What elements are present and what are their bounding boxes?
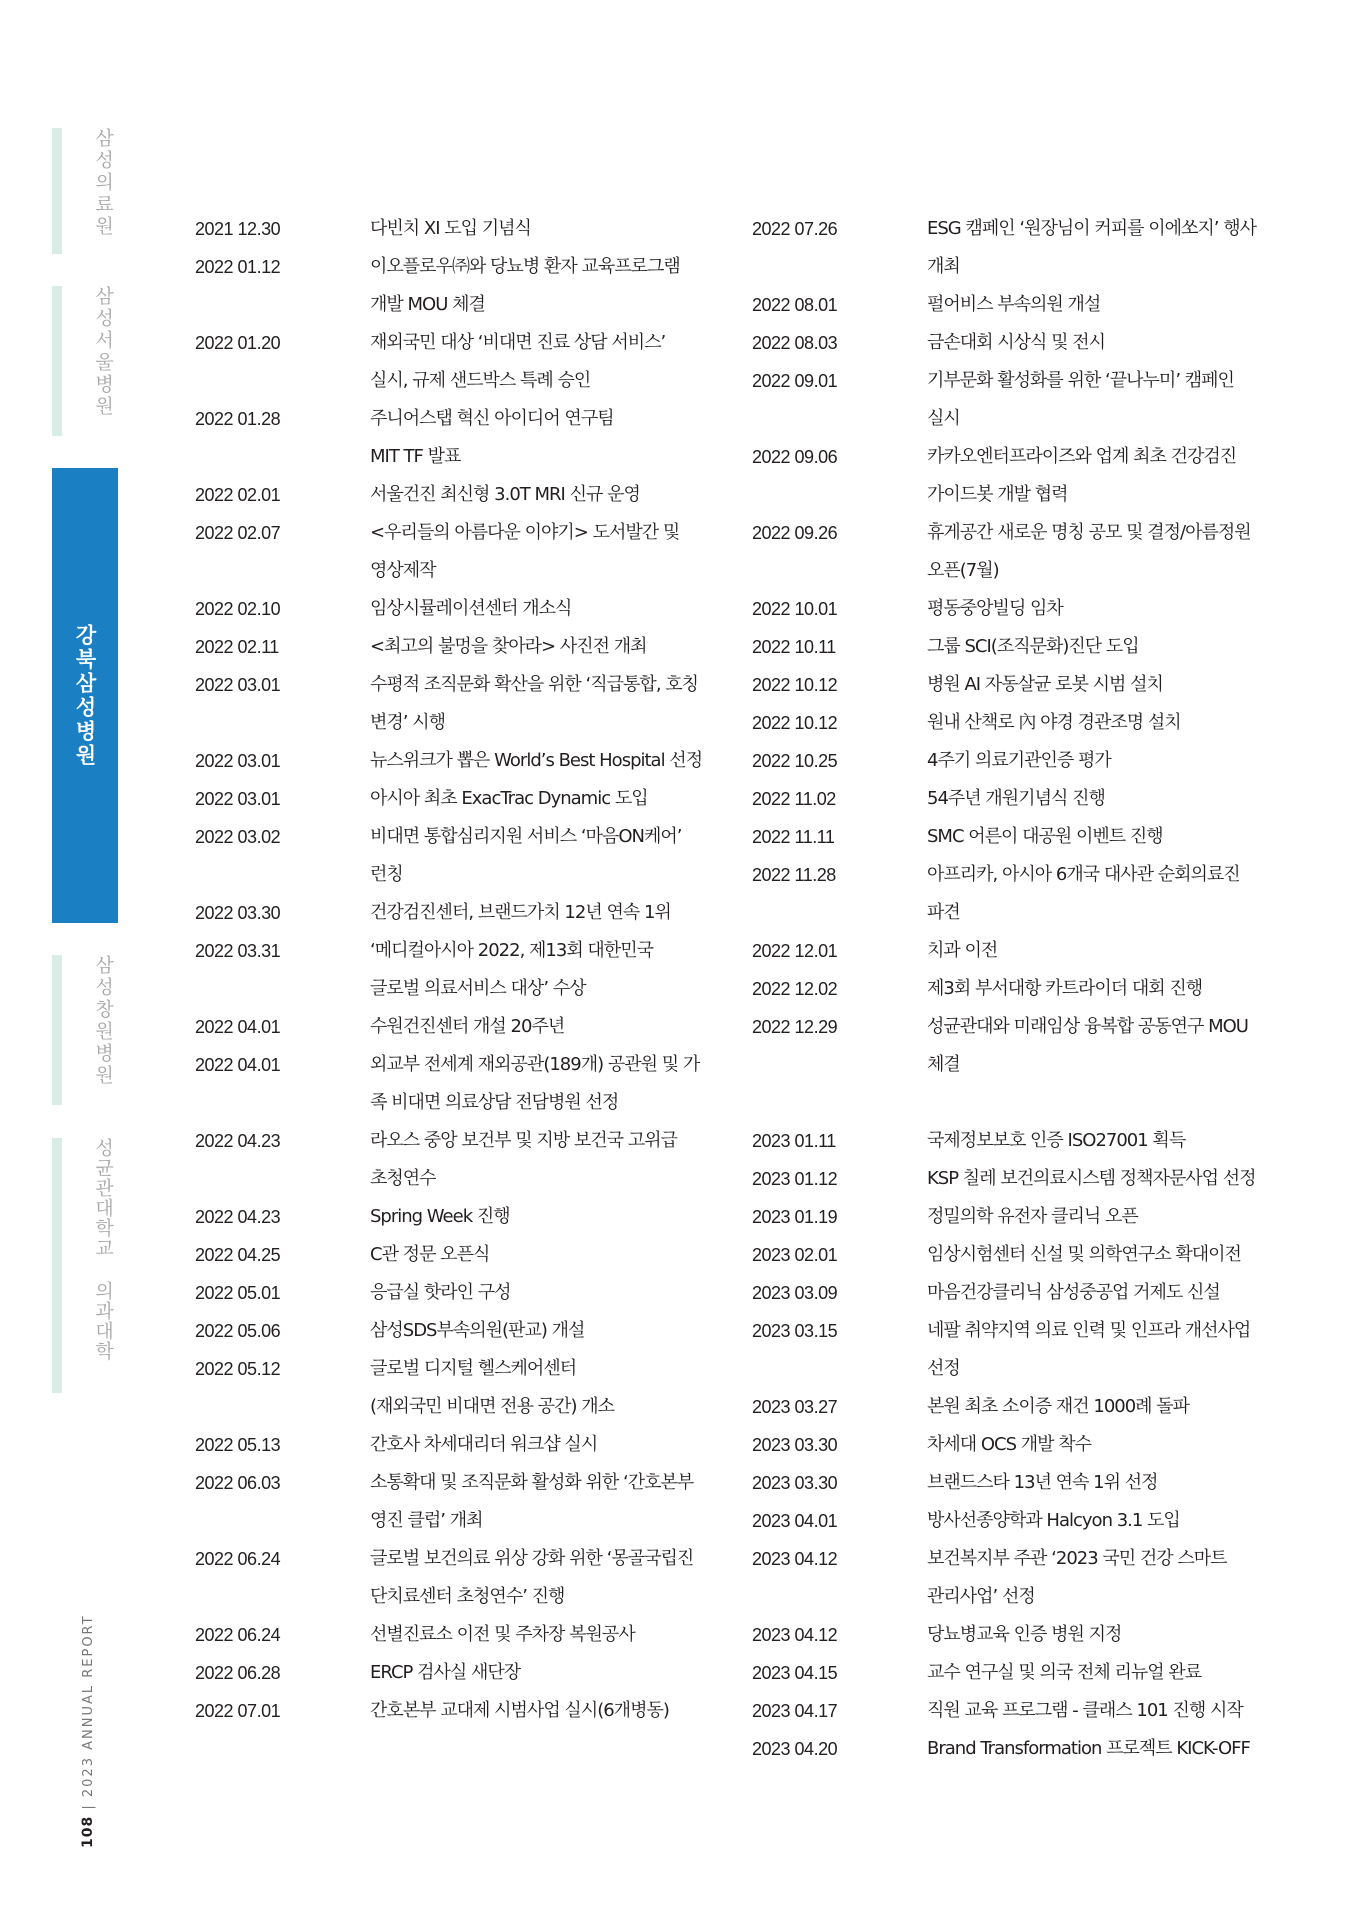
timeline-entry (195, 1008, 740, 1046)
entry-date: 2022 03.01 (195, 789, 281, 809)
timeline-entry (195, 248, 740, 324)
entry-description: 본원 최초 소이증 재건 1000례 돌파 (927, 1396, 1190, 1417)
timeline-entry (752, 1388, 1272, 1426)
entry-description: 수원건진센터 개설 20주년 (370, 1016, 565, 1037)
entry-description: 원내 산책로 內 야경 경관조명 설치 (927, 712, 1181, 733)
tab-label: 삼성서울병원 (92, 286, 114, 418)
entry-description: 병원 AI 자동살균 로봇 시범 설치 (927, 674, 1163, 695)
entry-description: 아프리카, 아시아 6개국 대사관 순회의료진 파견 (927, 864, 1240, 923)
entry-description: 건강검진센터, 브랜드가치 12년 연속 1위 (370, 902, 671, 923)
sidebar-tab-samsung-seoul-hospital[interactable] (52, 286, 118, 436)
entry-date: 2022 11.11 (752, 827, 835, 847)
timeline-entry (752, 818, 1272, 856)
report-title: 2023 ANNUAL REPORT (81, 1614, 96, 1798)
tab-label: 삼성의료원 (92, 128, 114, 238)
entry-description: 글로벌 디지털 헬스케어센터 (재외국민 비대면 전용 공간) 개소 (370, 1358, 614, 1417)
timeline-entry (195, 1426, 740, 1464)
entry-description: 금손대회 시상식 및 전시 (927, 332, 1106, 353)
entry-description: 방사선종양학과 Halcyon 3.1 도입 (927, 1510, 1180, 1531)
entry-description: ERCP 검사실 새단장 (370, 1662, 521, 1683)
entry-description: 다빈치 XI 도입 기념식 (370, 218, 531, 239)
entry-date: 2022 10.11 (752, 637, 836, 657)
timeline-entry (752, 1426, 1272, 1464)
timeline-entry (752, 1008, 1272, 1084)
entry-date: 2022 12.29 (752, 1017, 838, 1037)
entry-description: 펄어비스 부속의원 개설 (927, 294, 1101, 315)
entry-description: 국제정보보호 인증 ISO27001 획득 (927, 1130, 1186, 1151)
timeline-entry (752, 742, 1272, 780)
timeline-entry (195, 1692, 740, 1730)
entry-description: 소통확대 및 조직문화 활성화 위한 ‘간호본부 영진 클럽’ 개최 (370, 1472, 694, 1531)
timeline-entry (752, 438, 1272, 514)
section-gap (752, 1084, 1272, 1122)
entry-date: 2023 01.19 (752, 1207, 838, 1227)
entry-description: 마음건강클리닉 삼성중공업 거제도 신설 (927, 1282, 1220, 1303)
timeline-entry (752, 514, 1272, 590)
entry-date: 2022 12.02 (752, 979, 838, 999)
timeline-entry (752, 1540, 1272, 1616)
entry-date: 2023 04.20 (752, 1739, 838, 1759)
timeline-entry (195, 1312, 740, 1350)
entry-description: KSP 칠레 보건의료시스템 정책자문사업 선정 (927, 1168, 1256, 1189)
tab-indicator (52, 955, 62, 1105)
entry-description: 그룹 SCI(조직문화)진단 도입 (927, 636, 1139, 657)
timeline-entry (752, 1502, 1272, 1540)
timeline-entry (752, 1616, 1272, 1654)
entry-description: 4주기 의료기관인증 평가 (927, 750, 1111, 771)
timeline-entry (195, 1654, 740, 1692)
entry-description: 뉴스위크가 뽑은 World’s Best Hospital 선정 (370, 750, 703, 771)
timeline-entry (752, 666, 1272, 704)
entry-description: 보건복지부 주관 ‘2023 국민 건강 스마트 관리사업’ 선정 (927, 1548, 1227, 1607)
entry-description: 간호사 차세대리더 워크샵 실시 (370, 1434, 598, 1455)
timeline-left-column (195, 210, 740, 1730)
sidebar-tab-samsung-medical-center[interactable] (52, 128, 118, 254)
entry-description: <최고의 불멍을 찾아라> 사진전 개최 (370, 636, 647, 657)
entry-date: 2022 05.13 (195, 1435, 281, 1455)
entry-date: 2022 08.01 (752, 295, 838, 315)
entry-description: 성균관대와 미래임상 융복합 공동연구 MOU 체결 (927, 1016, 1248, 1075)
entry-description: Brand Transformation 프로젝트 KICK-OFF (927, 1738, 1250, 1759)
entry-date: 2022 03.02 (195, 827, 281, 847)
timeline-entry (195, 324, 740, 400)
timeline-entry (752, 1730, 1272, 1768)
timeline-entry (752, 856, 1272, 932)
entry-description: 임상시험센터 신설 및 의학연구소 확대이전 (927, 1244, 1241, 1265)
entry-description: C관 정문 오픈식 (370, 1244, 490, 1265)
entry-description: SMC 어른이 대공원 이벤트 진행 (927, 826, 1163, 847)
entry-description: 교수 연구실 및 의국 전체 리뉴얼 완료 (927, 1662, 1202, 1683)
entry-date: 2022 12.01 (752, 941, 838, 961)
timeline-entry (752, 1312, 1272, 1388)
sidebar-tab-kangbuk-samsung-hospital[interactable] (52, 468, 118, 923)
entry-description: 임상시뮬레이션센터 개소식 (370, 598, 572, 619)
tab-indicator (52, 286, 62, 436)
entry-date: 2022 06.24 (195, 1549, 281, 1569)
entry-description: 제3회 부서대항 카트라이더 대회 진행 (927, 978, 1203, 999)
entry-date: 2023 03.15 (752, 1321, 838, 1341)
timeline-entry (195, 1236, 740, 1274)
entry-date: 2022 09.06 (752, 447, 838, 467)
entry-description: 선별진료소 이전 및 주차장 복원공사 (370, 1624, 635, 1645)
timeline-entry (195, 210, 740, 248)
footer-divider: | (81, 1797, 96, 1810)
entry-description: 응급실 핫라인 구성 (370, 1282, 511, 1303)
timeline-entry (752, 286, 1272, 324)
timeline-entry (195, 742, 740, 780)
timeline-entry (752, 590, 1272, 628)
entry-date: 2023 03.30 (752, 1435, 838, 1455)
entry-description: 글로벌 보건의료 위상 강화 위한 ‘몽골국립진 단치료센터 초청연수’ 진행 (370, 1548, 694, 1607)
timeline-entry (195, 1616, 740, 1654)
entry-date: 2023 03.30 (752, 1473, 838, 1493)
entry-date: 2022 10.01 (752, 599, 838, 619)
entry-description: 기부문화 활성화를 위한 ‘끝나누미’ 캠페인 실시 (927, 370, 1234, 429)
page-footer (80, 1614, 96, 1848)
entry-date: 2022 06.24 (195, 1625, 281, 1645)
entry-date: 2022 10.12 (752, 675, 838, 695)
timeline-entry (752, 1160, 1272, 1198)
entry-date: 2022 08.03 (752, 333, 838, 353)
timeline-entry (752, 1464, 1272, 1502)
entry-description: 서울건진 최신형 3.0T MRI 신규 운영 (370, 484, 640, 505)
entry-date: 2022 04.25 (195, 1245, 281, 1265)
timeline-entry (752, 1236, 1272, 1274)
timeline-entry (195, 780, 740, 818)
entry-date: 2023 04.01 (752, 1511, 838, 1531)
timeline-entry (195, 514, 740, 590)
entry-description: 평동중앙빌딩 임차 (927, 598, 1063, 619)
entry-description: 차세대 OCS 개발 착수 (927, 1434, 1092, 1455)
tab-label: 강북삼성병원 (73, 623, 97, 768)
entry-date: 2023 04.12 (752, 1549, 838, 1569)
entry-date: 2022 11.28 (752, 865, 836, 885)
timeline-entry (752, 1654, 1272, 1692)
entry-description: 라오스 중앙 보건부 및 지방 보건국 고위급 초청연수 (370, 1130, 677, 1189)
entry-date: 2022 03.01 (195, 751, 281, 771)
timeline-entry (195, 1122, 740, 1198)
sidebar-tab-skku-medicine[interactable] (52, 1138, 118, 1393)
timeline-entry (752, 628, 1272, 666)
entry-date: 2022 06.28 (195, 1663, 281, 1683)
entry-date: 2022 04.01 (195, 1055, 281, 1075)
entry-date: 2022 07.26 (752, 219, 838, 239)
tab-label: 삼성창원병원 (92, 955, 114, 1087)
timeline-entry (752, 1198, 1272, 1236)
timeline-entry (195, 1540, 740, 1616)
timeline-entry (195, 932, 740, 1008)
timeline-entry (195, 590, 740, 628)
entry-description: 카카오엔터프라이즈와 업계 최초 건강검진 가이드봇 개발 협력 (927, 446, 1237, 505)
timeline-entry (752, 324, 1272, 362)
timeline-entry (195, 1274, 740, 1312)
entry-date: 2022 11.02 (752, 789, 836, 809)
timeline-entry (195, 1198, 740, 1236)
tab-indicator (52, 128, 62, 254)
entry-date: 2022 05.01 (195, 1283, 281, 1303)
timeline-entry (195, 476, 740, 514)
timeline-entry (195, 628, 740, 666)
entry-description: 비대면 통합심리지원 서비스 ‘마음ON케어’ 런칭 (370, 826, 682, 885)
sidebar-tab-samsung-changwon-hospital[interactable] (52, 955, 118, 1105)
timeline-entry (752, 210, 1272, 286)
entry-description: 삼성SDS부속의원(판교) 개설 (370, 1320, 585, 1341)
timeline-entry (752, 1274, 1272, 1312)
entry-date: 2023 01.12 (752, 1169, 838, 1189)
entry-date: 2022 01.28 (195, 409, 281, 429)
entry-description: 54주년 개원기념식 진행 (927, 788, 1105, 809)
entry-date: 2022 02.10 (195, 599, 281, 619)
entry-date: 2022 10.25 (752, 751, 838, 771)
entry-date: 2022 04.23 (195, 1207, 281, 1227)
entry-description: 정밀의학 유전자 클리닉 오픈 (927, 1206, 1138, 1227)
timeline-right-column (752, 210, 1272, 1768)
entry-date: 2021 12.30 (195, 219, 281, 239)
tab-indicator (52, 1138, 62, 1393)
entry-date: 2023 03.27 (752, 1397, 838, 1417)
timeline-entry (752, 970, 1272, 1008)
entry-description: 주니어스탭 혁신 아이디어 연구팀 MIT TF 발표 (370, 408, 614, 467)
entry-date: 2022 07.01 (195, 1701, 281, 1721)
entry-description: 이오플로우㈜와 당뇨병 환자 교육프로그램 개발 MOU 체결 (370, 256, 680, 315)
entry-description: 직원 교육 프로그램 - 클래스 101 진행 시작 (927, 1700, 1243, 1721)
entry-description: 휴게공간 새로운 명칭 공모 및 결정/아름정원 오픈(7월) (927, 522, 1251, 581)
entry-date: 2022 02.07 (195, 523, 281, 543)
entry-description: Spring Week 진행 (370, 1206, 510, 1227)
entry-description: 간호본부 교대제 시범사업 실시(6개병동) (370, 1700, 669, 1721)
timeline-entry (752, 1122, 1272, 1160)
entry-date: 2022 04.23 (195, 1131, 281, 1151)
entry-description: 외교부 전세계 재외공관(189개) 공관원 및 가 족 비대면 의료상담 전담병원 선정 (370, 1054, 700, 1113)
timeline-entry (195, 666, 740, 742)
entry-date: 2023 02.01 (752, 1245, 838, 1265)
timeline-entry (195, 818, 740, 894)
entry-description: 치과 이전 (927, 940, 998, 961)
timeline-entry (752, 704, 1272, 742)
entry-date: 2022 10.12 (752, 713, 838, 733)
entry-date: 2022 02.01 (195, 485, 281, 505)
entry-date: 2022 01.20 (195, 333, 281, 353)
entry-description: 브랜드스타 13년 연속 1위 선정 (927, 1472, 1158, 1493)
timeline-entry (752, 932, 1272, 970)
timeline-entry (195, 400, 740, 476)
timeline-entry (752, 1692, 1272, 1730)
entry-date: 2022 06.03 (195, 1473, 281, 1493)
entry-description: ‘메디컬아시아 2022, 제13회 대한민국 글로벌 의료서비스 대상’ 수상 (370, 940, 653, 999)
entry-date: 2022 03.30 (195, 903, 281, 923)
entry-date: 2022 03.31 (195, 941, 281, 961)
entry-date: 2023 04.12 (752, 1625, 838, 1645)
timeline-entry (752, 362, 1272, 438)
entry-date: 2023 03.09 (752, 1283, 838, 1303)
entry-date: 2023 04.15 (752, 1663, 838, 1683)
tab-label: 성균관대학교 의과대학 (92, 1138, 114, 1361)
timeline-entry (195, 1464, 740, 1540)
entry-date: 2023 04.17 (752, 1701, 838, 1721)
page-number: 108 (80, 1815, 96, 1848)
timeline-entry (195, 894, 740, 932)
entry-description: 수평적 조직문화 확산을 위한 ‘직급통합, 호칭 변경’ 시행 (370, 674, 699, 733)
entry-date: 2022 05.06 (195, 1321, 281, 1341)
timeline-entry (195, 1046, 740, 1122)
entry-description: 재외국민 대상 ‘비대면 진료 상담 서비스’ 실시, 규제 샌드박스 특례 승인 (370, 332, 666, 391)
entry-description: 아시아 최초 ExacTrac Dynamic 도입 (370, 788, 648, 809)
entry-description: 당뇨병교육 인증 병원 지정 (927, 1624, 1122, 1645)
entry-description: 네팔 취약지역 의료 인력 및 인프라 개선사업 선정 (927, 1320, 1251, 1379)
entry-date: 2022 09.01 (752, 371, 838, 391)
entry-date: 2022 02.11 (195, 637, 279, 657)
entry-description: ESG 캠페인 ‘원장님이 커피를 이에쏘지’ 행사 개최 (927, 218, 1257, 277)
entry-date: 2022 03.01 (195, 675, 281, 695)
timeline-entry (195, 1350, 740, 1426)
entry-date: 2022 09.26 (752, 523, 838, 543)
entry-date: 2022 01.12 (195, 257, 281, 277)
entry-date: 2022 05.12 (195, 1359, 281, 1379)
timeline-entry (752, 780, 1272, 818)
entry-date: 2023 01.11 (752, 1131, 836, 1151)
entry-description: <우리들의 아름다운 이야기> 도서발간 및 영상제작 (370, 522, 680, 581)
entry-date: 2022 04.01 (195, 1017, 281, 1037)
